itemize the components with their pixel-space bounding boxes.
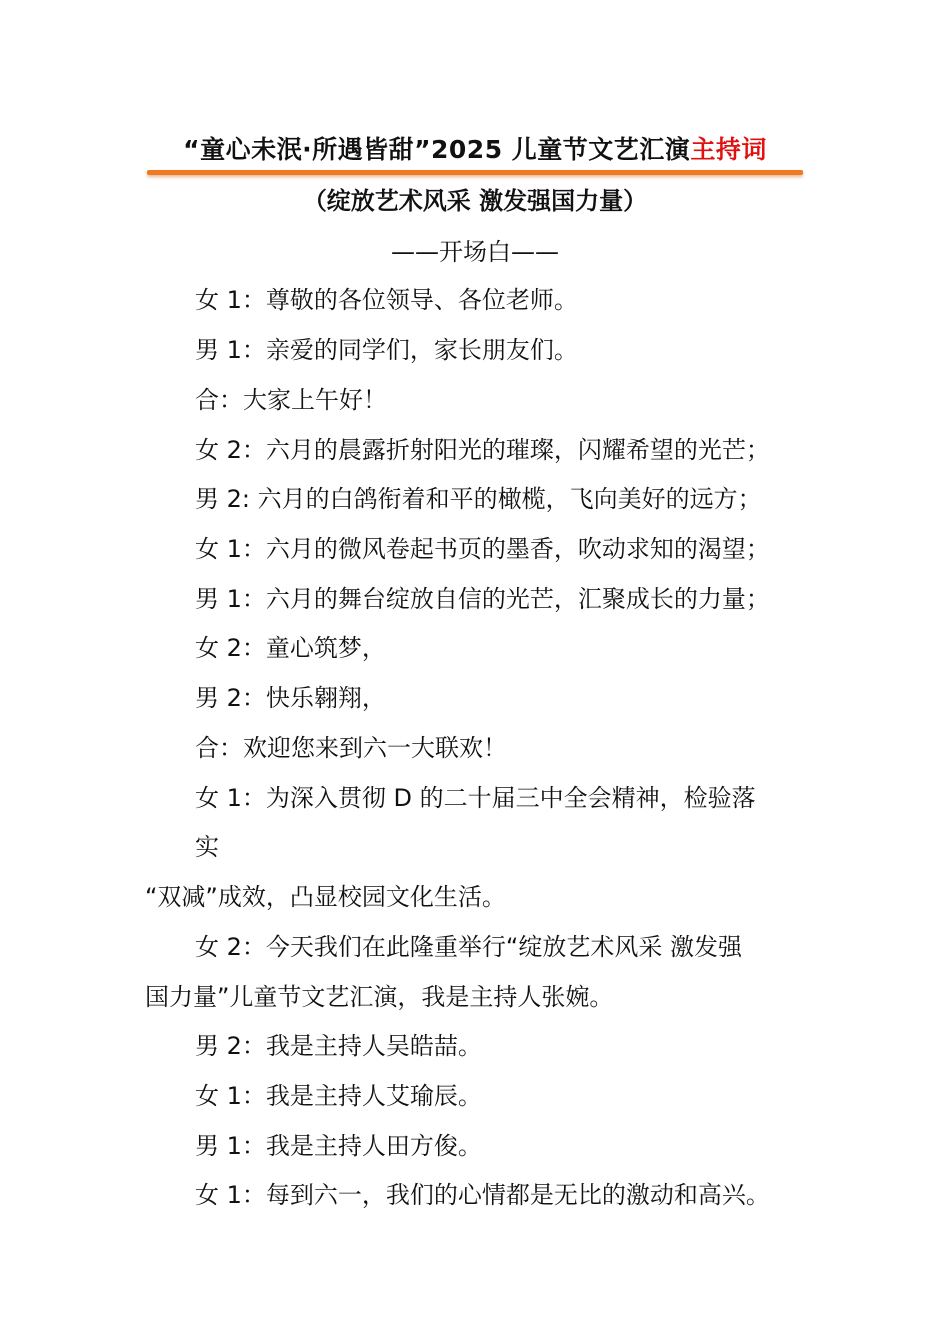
script-line: 女 1：我是主持人艾瑜辰。	[195, 1082, 482, 1110]
script-line: 合：欢迎您来到六一大联欢！	[195, 734, 507, 762]
script-line: 男 1：亲爱的同学们，家长朋友们。	[195, 336, 578, 364]
script-line: 女 1：为深入贯彻 D 的二十届三中全会精神，检验落	[195, 784, 756, 812]
script-line: 女 1：尊敬的各位领导、各位老师。	[195, 286, 578, 314]
script-line: 男 2：我是主持人吴皓喆。	[195, 1032, 482, 1060]
script-line: 男 2: 六月的白鸽衔着和平的橄榄，飞向美好的远方；	[195, 485, 762, 513]
script-line: 合：大家上午好！	[195, 386, 387, 414]
script-line: 女 2：今天我们在此隆重举行“绽放艺术风采 激发强	[195, 933, 742, 961]
script-line: 男 1：我是主持人田方俊。	[195, 1132, 482, 1160]
title-main: “童心未泯·所遇皆甜”2025 儿童节文艺汇演	[183, 135, 691, 164]
document-title	[0, 132, 950, 168]
script-line: “双减”成效，凸显校园文化生活。	[145, 883, 506, 911]
title-accent: 主持词	[690, 135, 767, 164]
title-underline	[147, 170, 803, 175]
script-line: 国力量”儿童节文艺汇演，我是主持人张婉。	[145, 983, 614, 1011]
script-line: 男 2：快乐翱翔，	[195, 684, 386, 712]
document-subtitle: （绽放艺术风采 激发强国力量）	[302, 187, 648, 215]
script-line: 女 1：每到六一，我们的心情都是无比的激动和高兴。	[195, 1181, 770, 1209]
script-line: 男 1：六月的舞台绽放自信的光芒，汇聚成长的力量；	[195, 585, 770, 613]
section-heading: ——开场白——	[391, 238, 559, 266]
script-line: 实	[195, 833, 219, 861]
script-line: 女 2：童心筑梦，	[195, 634, 386, 662]
script-line: 女 2：六月的晨露折射阳光的璀璨，闪耀希望的光芒；	[195, 436, 770, 464]
script-line: 女 1：六月的微风卷起书页的墨香，吹动求知的渴望；	[195, 535, 770, 563]
